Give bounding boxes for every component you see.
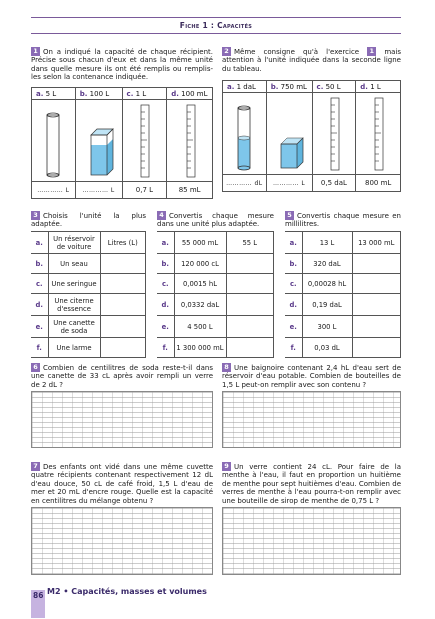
ex7-answer-area[interactable] bbox=[31, 507, 213, 575]
ex4-table: a. 55 000 mL 55 L b. 120 000 cL c. 0,0015 hL d. 0,0332 daL e. 4 500 L f. 1 300 000 mL bbox=[157, 231, 274, 358]
ex5-item: 0,00028 hL bbox=[302, 274, 352, 294]
ex4-answer: 55 L bbox=[226, 232, 274, 254]
ex3-answer[interactable] bbox=[100, 338, 146, 358]
ex2-containers-table bbox=[222, 80, 401, 192]
ex1-answer-a[interactable]: ………… L bbox=[32, 182, 76, 199]
ex4-answer[interactable] bbox=[226, 338, 274, 358]
ex4-number: 4 bbox=[157, 211, 166, 220]
ex5-item: 300 L bbox=[302, 316, 352, 338]
graduated-tube-icon bbox=[175, 101, 205, 179]
ex1-container-d bbox=[167, 100, 213, 182]
cylinder-icon bbox=[38, 101, 68, 179]
ex3-item: Une seringue bbox=[48, 274, 100, 294]
ex2-header-c: c. 50 L bbox=[312, 81, 356, 93]
ex9-number: 9 bbox=[222, 462, 231, 471]
ex2-answer-b[interactable]: ………… L bbox=[266, 175, 312, 192]
ex5-item: 0,03 dL bbox=[302, 338, 352, 358]
ex2-container-d bbox=[356, 93, 401, 175]
ex2-answer-a[interactable]: ………… dL bbox=[223, 175, 267, 192]
ex5-item: 320 daL bbox=[302, 254, 352, 274]
ex5-item: 13 L bbox=[302, 232, 352, 254]
ex1-number: 1 bbox=[31, 47, 40, 56]
ex4-instructions: 4 Convertis chaque mesure dans une unité plus adaptée. bbox=[157, 211, 274, 229]
ex1-header-c: c. 1 L bbox=[122, 88, 167, 100]
ex3-answer[interactable] bbox=[100, 274, 146, 294]
graduated-tube-icon bbox=[363, 94, 393, 172]
ex3-answer[interactable] bbox=[100, 254, 146, 274]
ex1-header-b: b. 100 L bbox=[75, 88, 122, 100]
ex3-number: 3 bbox=[31, 211, 40, 220]
ex5-answer[interactable] bbox=[352, 274, 401, 294]
ex1-container-b bbox=[75, 100, 122, 182]
ex3-instructions: 3 Choisis l'unité la plus adaptée. bbox=[31, 211, 146, 229]
graduated-tube-icon bbox=[129, 101, 159, 179]
ex4-answer[interactable] bbox=[226, 274, 274, 294]
ex5-answer: 13 000 mL bbox=[352, 232, 401, 254]
ex5-table: a. 13 L 13 000 mL b. 320 daL c. 0,00028 hL d. 0,19 daL e. 300 L f. 0,03 dL bbox=[285, 231, 401, 358]
ex7-instructions: 7 Des enfants ont vidé dans une même cuvette quatre récipients contenant respectivement 12 dL d'eau douce, 50 cL de café froid, 1,5 L d'eau de mer et 20 mL d'encre rouge. Quelle est la capacité en centilitres du mélange obtenu ? bbox=[31, 462, 213, 505]
ex2-header-d: d. 1 L bbox=[356, 81, 401, 93]
ex2-container-c bbox=[312, 93, 356, 175]
ex1-header-d: d. 100 mL bbox=[167, 88, 213, 100]
graduated-tube-icon bbox=[319, 94, 349, 172]
ex3-item: Une larme bbox=[48, 338, 100, 358]
ex8-instructions: 8 Une baignoire contenant 2,4 hL d'eau sert de réservoir d'eau potable. Combien de bouteilles de 1,5 L peut-on remplir avec son contenu ? bbox=[222, 363, 401, 389]
ex2-header-a: a. 1 daL bbox=[223, 81, 267, 93]
ex9-instructions: 9 Un verre contient 24 cL. Pour faire de la menthe à l'eau, il faut en proportion un huitième de menthe pour sept huitièmes d'eau. Combien de verres de menthe à l'eau pourra-t-on remplir avec une bouteille de sirop de menthe de 0,75 L ? bbox=[222, 462, 401, 505]
ex2-ref-number: 1 bbox=[367, 47, 376, 56]
ex5-instructions: 5 Convertis chaque mesure en millilitres. bbox=[285, 211, 401, 229]
ex3-table: a. Un réservoir de voiture Litres (L) b. Un seau c. Une seringue d. Une citerne d'essence e. Une canette de soda f. Une larme bbox=[31, 231, 146, 358]
ex4-item: 120 000 cL bbox=[174, 254, 226, 274]
ex8-number: 8 bbox=[222, 363, 231, 372]
ex3-answer[interactable] bbox=[100, 294, 146, 316]
ex2-number: 2 bbox=[222, 47, 231, 56]
ex4-item: 0,0015 hL bbox=[174, 274, 226, 294]
ex1-header-a: a. 5 L bbox=[32, 88, 76, 100]
ex1-text: On a indiqué la capacité de chaque récipient. Précise sous chacun d'eux et dans la même unité dans quelle mesure ils ont été remplis ou remplis-les selon la contenance indiquée. bbox=[31, 48, 213, 82]
ex4-item: 0,0332 daL bbox=[174, 294, 226, 316]
ex5-number: 5 bbox=[285, 211, 294, 220]
ex3-item: Une citerne d'essence bbox=[48, 294, 100, 316]
ex1-answer-b[interactable]: ………… L bbox=[75, 182, 122, 199]
ex5-item: 0,19 daL bbox=[302, 294, 352, 316]
ex2-container-a bbox=[223, 93, 267, 175]
cylinder-icon bbox=[229, 94, 259, 172]
ex4-answer[interactable] bbox=[226, 254, 274, 274]
ex1-container-c bbox=[122, 100, 167, 182]
chapter-title: M2 • Capacités, masses et volumes bbox=[47, 587, 207, 596]
ex5-answer[interactable] bbox=[352, 294, 401, 316]
ex2-header-b: b. 750 mL bbox=[266, 81, 312, 93]
ex6-instructions: 6 Combien de centilitres de soda reste-t-il dans une canette de 33 cL après avoir rempli un verre de 2 dL ? bbox=[31, 363, 213, 389]
ex3-item: Un réservoir de voiture bbox=[48, 232, 100, 254]
ex1-answer-d: 85 mL bbox=[167, 182, 213, 199]
ex6-answer-area[interactable] bbox=[31, 391, 213, 448]
ex3-item: Une canette de soda bbox=[48, 316, 100, 338]
ex1-containers-table bbox=[31, 87, 213, 199]
ex4-answer[interactable] bbox=[226, 316, 274, 338]
ex3-item: Un seau bbox=[48, 254, 100, 274]
ex1-container-a bbox=[32, 100, 76, 182]
ex8-answer-area[interactable] bbox=[222, 391, 401, 448]
ex4-item: 1 300 000 mL bbox=[174, 338, 226, 358]
page-title: Fiche 1 : Capacités bbox=[31, 17, 401, 34]
ex6-number: 6 bbox=[31, 363, 40, 372]
ex9-answer-area[interactable] bbox=[222, 507, 401, 575]
box-icon bbox=[81, 101, 117, 179]
ex4-item: 55 000 mL bbox=[174, 232, 226, 254]
ex2-answer-d: 800 mL bbox=[356, 175, 401, 192]
ex1-instructions bbox=[31, 47, 213, 82]
ex5-answer[interactable] bbox=[352, 338, 401, 358]
ex5-answer[interactable] bbox=[352, 254, 401, 274]
ex2-answer-c: 0,5 daL bbox=[312, 175, 356, 192]
ex2-instructions: 2 Même consigne qu'à l'exercice 1 mais attention à l'unité indiquée dans la seconde ligne du tableau. bbox=[222, 47, 402, 73]
ex4-item: 4 500 L bbox=[174, 316, 226, 338]
ex4-answer[interactable] bbox=[226, 294, 274, 316]
ex3-answer[interactable] bbox=[100, 316, 146, 338]
ex3-answer: Litres (L) bbox=[100, 232, 146, 254]
page-number: 86 bbox=[33, 591, 44, 600]
box-icon bbox=[271, 94, 307, 172]
ex1-answer-c: 0,7 L bbox=[122, 182, 167, 199]
ex2-container-b bbox=[266, 93, 312, 175]
ex5-answer[interactable] bbox=[352, 316, 401, 338]
ex7-number: 7 bbox=[31, 462, 40, 471]
